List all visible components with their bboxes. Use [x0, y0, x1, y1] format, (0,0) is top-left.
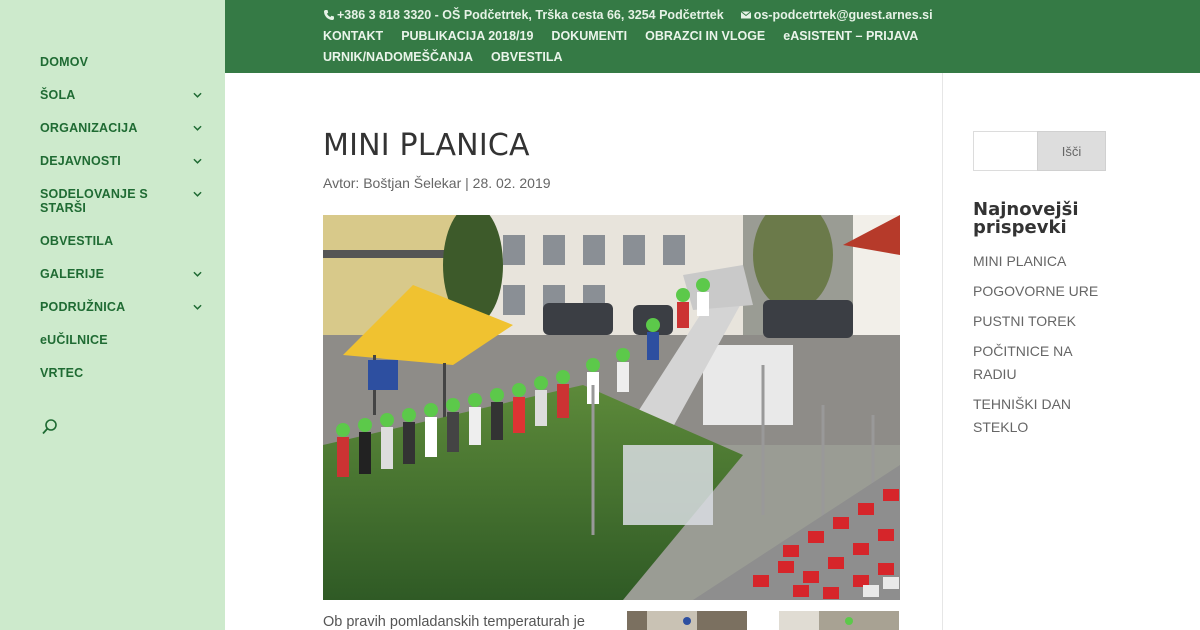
phone-icon: [323, 9, 335, 21]
sidebar-item-domov[interactable]: [40, 55, 210, 88]
chevron-down-icon[interactable]: [192, 154, 202, 168]
sidebar-item-label: GALERIJE: [40, 267, 105, 281]
sidebar-item-sodelovanje[interactable]: [40, 187, 210, 234]
sidebar-item-label: ORGANIZACIJA: [40, 121, 138, 135]
sidebar-item-label: VRTEC: [40, 366, 84, 380]
sidebar-nav: [40, 55, 210, 399]
contact-phone-address: +386 3 818 3320 - OŠ Podčetrtek, Trška cesta 66, 3254 Podčetrtek: [337, 8, 724, 22]
search-form: [973, 131, 1106, 171]
gallery-thumbnail[interactable]: [779, 611, 899, 630]
recent-post-link[interactable]: POČITNICE NA RADIU: [973, 343, 1072, 382]
topnav-easistent[interactable]: eASISTENT – PRIJAVA: [783, 29, 919, 43]
email-icon: [740, 9, 752, 21]
sidebar-item-obvestila[interactable]: [40, 234, 210, 267]
sidebar-item-label: DEJAVNOSTI: [40, 154, 121, 168]
recent-post-link[interactable]: POGOVORNE URE: [973, 283, 1099, 299]
sidebar-item-dejavnosti[interactable]: [40, 154, 210, 187]
top-navigation: [323, 29, 1063, 64]
sidebar-item-vrtec[interactable]: [40, 366, 210, 399]
sidebar: [0, 0, 225, 630]
sidebar-item-label: ŠOLA: [40, 88, 76, 102]
chevron-down-icon[interactable]: [192, 300, 202, 314]
sidebar-item-podruznica[interactable]: [40, 300, 210, 333]
featured-image[interactable]: [323, 215, 900, 600]
recent-post-link[interactable]: TEHNIŠKI DAN STEKLO: [973, 396, 1072, 435]
sidebar-item-eucilnice[interactable]: [40, 333, 210, 366]
sidebar-item-sola[interactable]: [40, 88, 210, 121]
topnav-obrazci[interactable]: OBRAZCI IN VLOGE: [645, 29, 766, 43]
search-icon[interactable]: [40, 418, 60, 436]
content-divider: [942, 73, 943, 630]
topnav-kontakt[interactable]: KONTAKT: [323, 29, 384, 43]
chevron-down-icon[interactable]: [192, 88, 202, 102]
sidebar-item-label: SODELOVANJE S STARŠI: [40, 187, 148, 215]
chevron-down-icon[interactable]: [192, 121, 202, 135]
topnav-obvestila[interactable]: OBVESTILA: [491, 50, 563, 64]
top-header: [225, 0, 1200, 73]
topnav-dokumenti[interactable]: DOKUMENTI: [551, 29, 628, 43]
sidebar-item-label: DOMOV: [40, 55, 89, 69]
post-excerpt: Ob pravih pomladanskih temperaturah je: [323, 614, 585, 630]
search-button[interactable]: Išči: [1037, 131, 1106, 171]
recent-posts-list: [973, 250, 1108, 446]
contact-bar: [323, 8, 933, 22]
topnav-publikacija[interactable]: PUBLIKACIJA 2018/19: [401, 29, 534, 43]
recent-posts-title: Najnovejši prispevki: [973, 199, 1079, 238]
sidebar-item-galerije[interactable]: [40, 267, 210, 300]
contact-email-link[interactable]: os-podcetrtek@guest.arnes.si: [753, 8, 933, 22]
topnav-urnik[interactable]: URNIK/NADOMEŠČANJA: [323, 50, 474, 64]
chevron-down-icon[interactable]: [192, 187, 202, 201]
recent-post-link[interactable]: MINI PLANICA: [973, 253, 1067, 269]
sidebar-item-organizacija[interactable]: [40, 121, 210, 154]
chevron-down-icon[interactable]: [192, 267, 202, 281]
sidebar-item-label: PODRUŽNICA: [40, 300, 126, 314]
sidebar-item-label: OBVESTILA: [40, 234, 114, 248]
gallery-thumbnail[interactable]: [627, 611, 747, 630]
post-meta: Avtor: Boštjan Šelekar | 28. 02. 2019: [323, 175, 551, 191]
post-title: MINI PLANICA: [323, 128, 530, 163]
sidebar-item-label: eUČILNICE: [40, 333, 108, 347]
recent-post-link[interactable]: PUSTNI TOREK: [973, 313, 1076, 329]
search-input[interactable]: [973, 131, 1037, 171]
